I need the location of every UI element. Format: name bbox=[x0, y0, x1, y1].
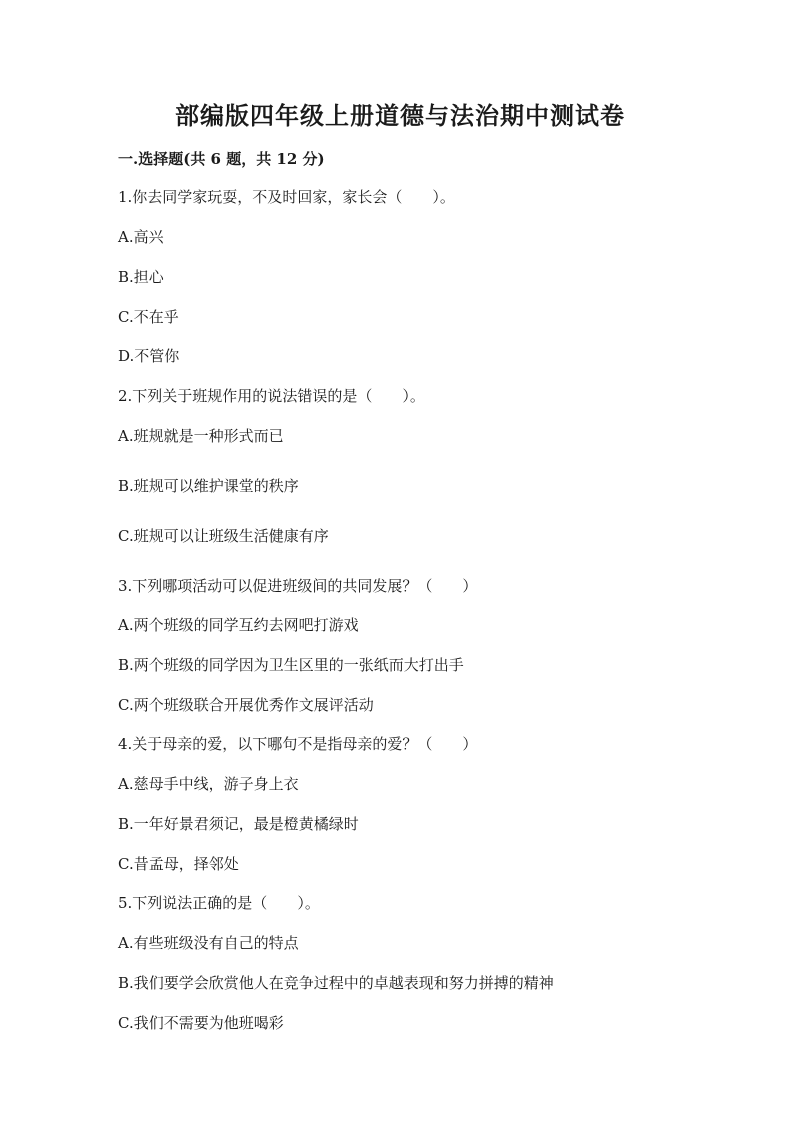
answer-option: D.不管你 bbox=[118, 347, 180, 365]
answer-option: A.慈母手中线，游子身上衣 bbox=[118, 775, 299, 793]
answer-option: A.有些班级没有自己的特点 bbox=[118, 934, 299, 952]
answer-option: C.班规可以让班级生活健康有序 bbox=[118, 527, 329, 545]
question-stem: 1.你去同学家玩耍，不及时回家，家长会（ ）。 bbox=[118, 188, 455, 206]
answer-option: A.高兴 bbox=[118, 228, 164, 246]
answer-option: C.昔孟母，择邻处 bbox=[118, 855, 239, 873]
answer-option: B.一年好景君须记，最是橙黄橘绿时 bbox=[118, 815, 359, 833]
answer-option: A.班规就是一种形式而已 bbox=[118, 427, 284, 445]
answer-option: C.不在乎 bbox=[118, 308, 179, 326]
answer-option: B.班规可以维护课堂的秩序 bbox=[118, 477, 299, 495]
question-stem: 4.关于母亲的爱，以下哪句不是指母亲的爱？（ ） bbox=[118, 735, 478, 753]
answer-option: B.两个班级的同学因为卫生区里的一张纸而大打出手 bbox=[118, 656, 464, 674]
page-title: 部编版四年级上册道德与法治期中测试卷 bbox=[175, 101, 625, 130]
answer-option: A.两个班级的同学互约去网吧打游戏 bbox=[118, 616, 359, 634]
answer-option: B.担心 bbox=[118, 268, 164, 286]
answer-option: C.两个班级联合开展优秀作文展评活动 bbox=[118, 696, 374, 714]
question-stem: 5.下列说法正确的是（ ）。 bbox=[118, 894, 320, 912]
answer-option: C.我们不需要为他班喝彩 bbox=[118, 1014, 284, 1032]
question-stem: 2.下列关于班规作用的说法错误的是（ ）。 bbox=[118, 387, 425, 405]
answer-option: B.我们要学会欣赏他人在竞争过程中的卓越表现和努力拼搏的精神 bbox=[118, 974, 554, 992]
question-stem: 3.下列哪项活动可以促进班级间的共同发展？（ ） bbox=[118, 577, 478, 595]
section-header: 一.选择题(共 6 题，共 12 分) bbox=[118, 150, 325, 168]
